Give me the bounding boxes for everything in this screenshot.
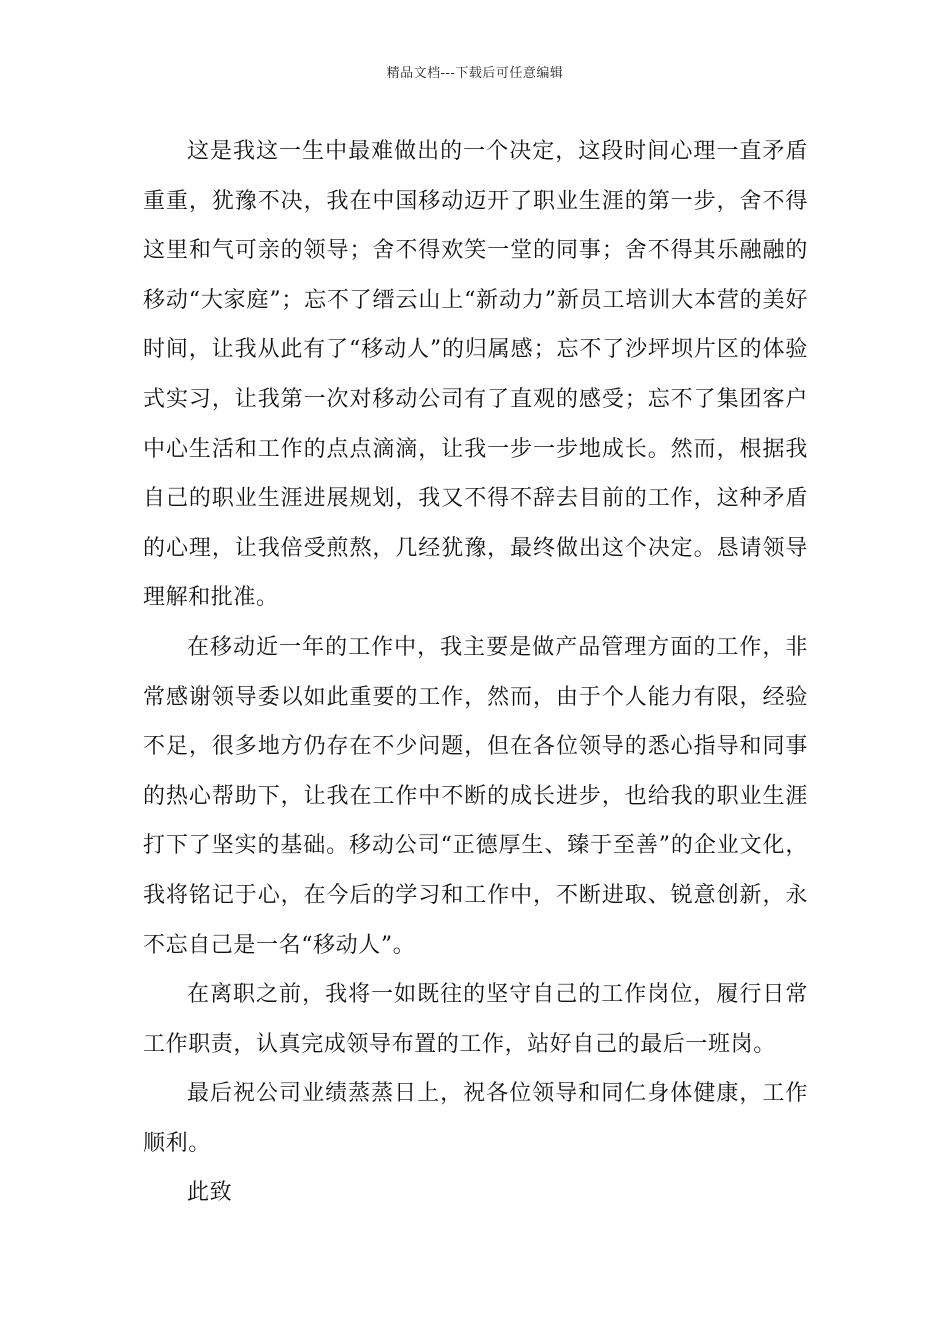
paragraph-work-experience: 在移动近一年的工作中，我主要是做产品管理方面的工作，非常感谢领导委以如此重要的工作，然而，由于个人能力有限，经验不足，很多地方仍存在不少问题，但在各位领导的悉心指导和同事的热心帮助下，让我在工作中不断的成长进步，也给我的职业生涯打下了坚实的基础。移动公司“正德厚生、臻于至善”的企业文化，我将铭记于心，在今后的学习和工作中，不断进取、锐意创新，永不忘自己是一名“移动人”。: [143, 634, 808, 958]
paragraph-best-wishes: 最后祝公司业绩蒸蒸日上，祝各位领导和同仁身体健康，工作顺利。: [143, 1081, 808, 1156]
paragraph-before-leaving: 在离职之前，我将一如既往的坚守自己的工作岗位，履行日常工作职责，认真完成领导布置的工作，站好自己的最后一班岗。: [143, 982, 808, 1057]
paragraph-closing: 此致: [187, 1180, 233, 1206]
paragraph-resignation-decision: 这是我这一生中最难做出的一个决定，这段时间心理一直矛盾重重，犹豫不决，我在中国移动迈开了职业生涯的第一步，舍不得这里和气可亲的领导；舍不得欢笑一堂的同事；舍不得其乐融融的移动“大家庭”；忘不了缙云山上“新动力”新员工培训大本营的美好时间，让我从此有了“移动人”的归属感；忘不了沙坪坝片区的体验式实习，让我第一次对移动公司有了直观的感受；忘不了集团客户中心生活和工作的点点滴滴，让我一步一步地成长。然而，根据我自己的职业生涯进展规划，我又不得不辞去目前的工作，这种矛盾的心理，让我倍受煎熬，几经犹豫，最终做出这个决定。恳请领导理解和批准。: [143, 139, 808, 611]
document-body: [143, 127, 808, 1218]
page-header: 精品文档---下载后可任意编辑: [386, 66, 564, 81]
